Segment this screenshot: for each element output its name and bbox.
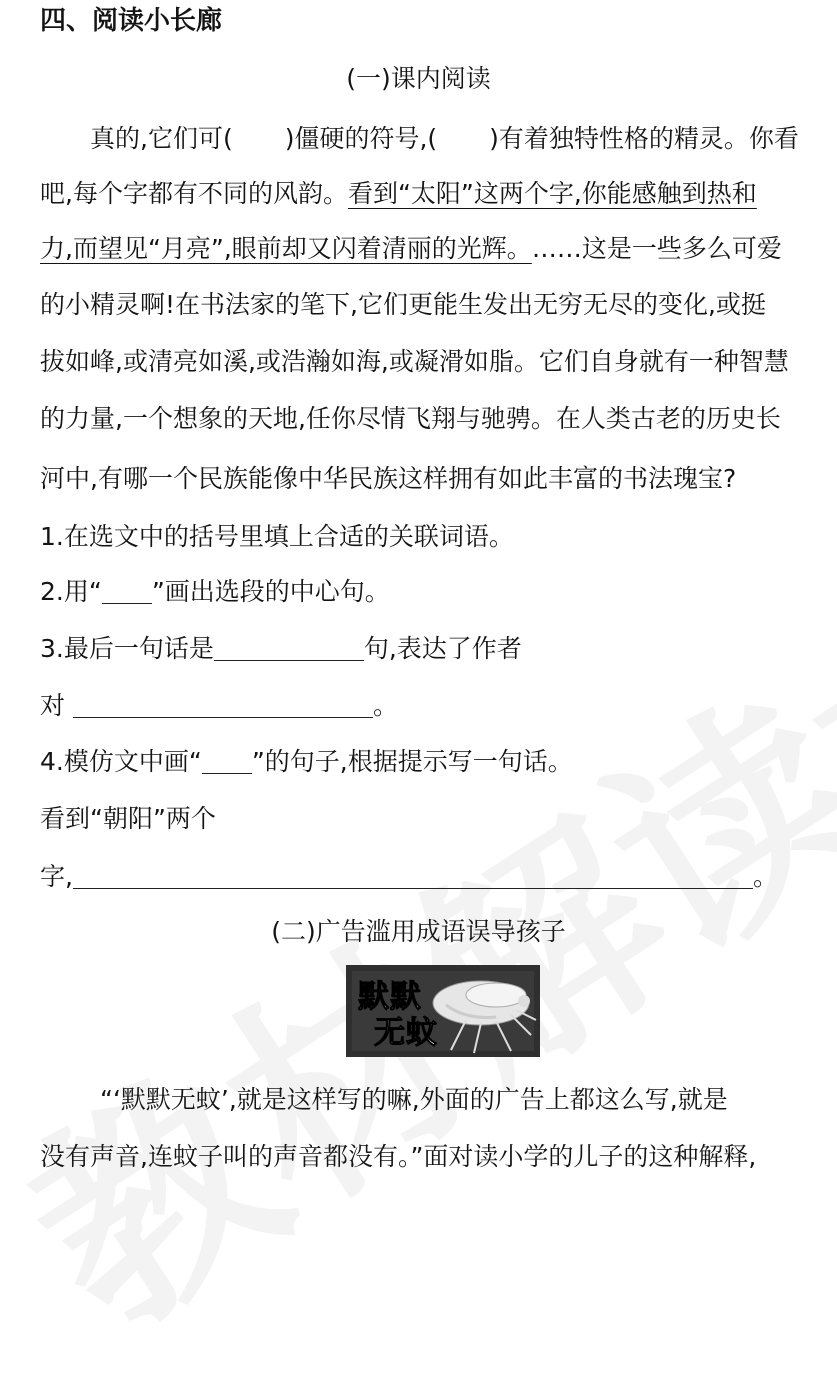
passage1-line-6: 的力量,一个想象的天地,任你尽情飞翔与驰骋。在人类古老的历史长 xyxy=(40,404,781,433)
ad-image xyxy=(346,965,540,1057)
passage1-line-5: 拔如峰,或清亮如溪,或浩瀚如海,或凝滑如脂。它们自身就有一种智慧 xyxy=(40,347,789,376)
question-4-prompt: 看到“朝阳”两个 xyxy=(40,804,216,833)
passage1-line-4: 的小精灵啊!在书法家的笔下,它们更能生发出无穷无尽的变化,或挺 xyxy=(40,290,766,319)
answer-blank-3b[interactable] xyxy=(73,693,373,718)
question-2: 2.用“ ”画出选段的中心句。 xyxy=(40,577,390,606)
ad-text-line-2: 无蚊 xyxy=(374,1015,438,1051)
question-4: 4.模仿文中画“ ”的句子,根据提示写一句话。 xyxy=(40,747,573,776)
question-4-answer-line: 字, 。 xyxy=(40,862,778,891)
passage1-line-2: 吧,每个字都有不同的风韵。看到“太阳”这两个字,你能感触到热和 xyxy=(40,179,757,208)
ad-text-line-1: 默默 xyxy=(358,979,422,1015)
part2-title: (二)广告滥用成语误导孩子 xyxy=(271,917,566,946)
underlined-sentence-part1: 看到“太阳”这两个字,你能感触到热和 xyxy=(347,179,757,208)
underline-sample xyxy=(102,579,152,604)
section-heading: 四、阅读小长廊 xyxy=(40,6,223,36)
part1-title: (一)课内阅读 xyxy=(346,64,491,93)
passage2-line-2: 没有声音,连蚊子叫的声音都没有。”面对读小学的儿子的这种解释, xyxy=(40,1142,757,1171)
answer-blank-3a[interactable] xyxy=(214,636,364,661)
question-1: 1.在选文中的括号里填上合适的关联词语。 xyxy=(40,522,514,551)
answer-blank-4[interactable] xyxy=(73,864,753,889)
question-3: 3.最后一句话是 句,表达了作者 xyxy=(40,634,522,663)
passage1-line-1: 真的,它们可( )僵硬的符号,( )有着独特性格的精灵。你看 xyxy=(90,124,799,153)
underline-sample-2 xyxy=(202,749,252,774)
passage1-line-3: 力,而望见“月亮”,眼前却又闪着清丽的光辉。……这是一些多么可爱 xyxy=(40,234,782,263)
question-3-continued: 对 。 xyxy=(40,691,399,720)
passage2-line-1: “‘默默无蚊’,就是这样写的嘛,外面的广告上都这么写,就是 xyxy=(100,1085,728,1114)
passage1-line-7: 河中,有哪一个民族能像中华民族这样拥有如此丰富的书法瑰宝? xyxy=(40,464,737,493)
underlined-sentence-part2: 力,而望见“月亮”,眼前却又闪着清丽的光辉。 xyxy=(40,234,532,263)
